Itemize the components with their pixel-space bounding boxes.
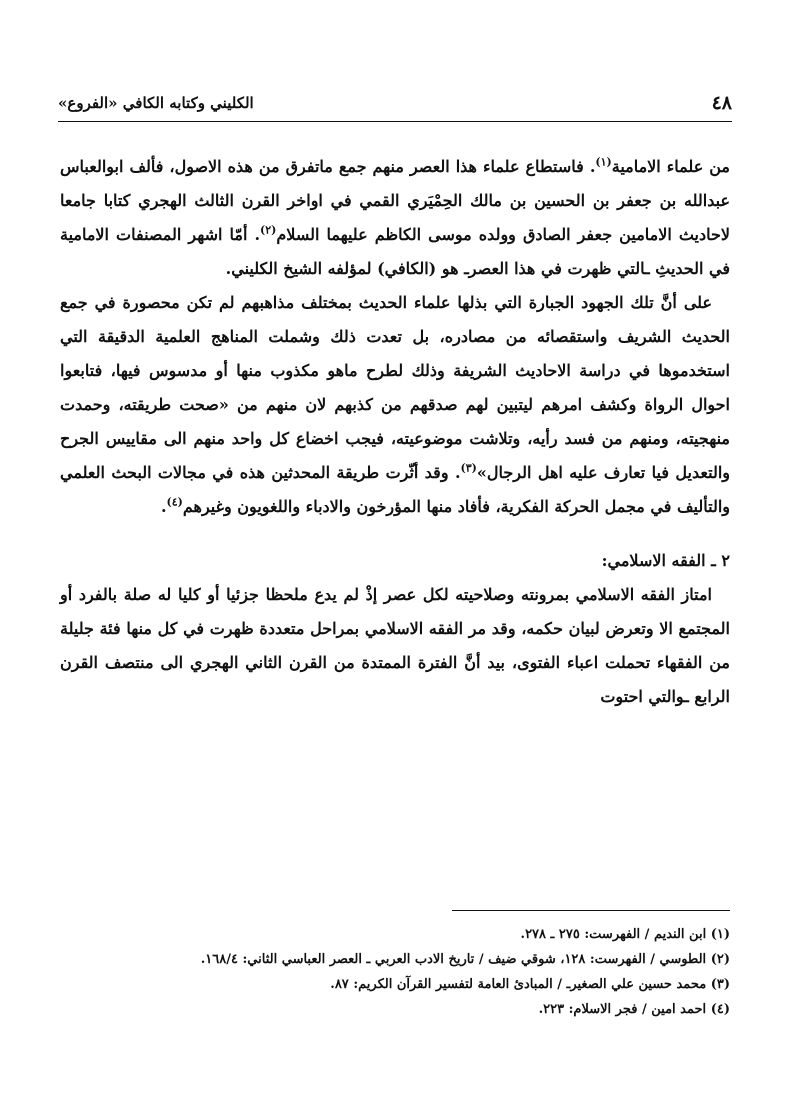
footnote-3: (٣) محمد حسين علي الصغيرـ / المبادئ العامة لتفسير القرآن الكريم: ٨٧.: [330, 977, 730, 992]
paragraph-1-text-b: . فاستطاع علماء هذا العصر منهم جمع ماتفرق من هذه الاصول، فألف ابوالعباس عبدالله بن جعفر بن الحسين بن مالك الحِمْيَري القمي في اواخر القرن الثالث الهجري كتابا جامعا لاحاديث الامامين جعفر الصادق وولده موسى الكاظم عليهما السلام: [60, 157, 731, 244]
paragraph-2-text-a: على أنَّ تلك الجهود الجبارة التي بذلها علماء الحديث بمختلف مذاهبهم لم تكن محصورة في جمع الحديث الشريف واستقصائه من مصادره، بل تعدت ذلك وشملت المناهج العلمية الدقيقة التي استخدموها في دراسة الاحاديث الشريفة وذلك لطرح ماهو مكذوب منها أو مدسوس فيها، فتابعوا احوال الرواة وكشف امرهم ليتبين لهم صدقهم من كذبهم لان منهم من «صحت طريقته، وحمدت منهجيته، ومنهم من فسد رأيه، وتلاشت موضوعيته، فيجب اخضاع كل واحد منهم الى مقاييس الجرح والتعديل فيا تعارف عليه اهل الرجال»: [60, 293, 730, 482]
running-head: [58, 88, 732, 118]
footnote-rule: [452, 910, 730, 911]
paragraph-1: [60, 150, 730, 286]
footnote-ref-3: (٣): [460, 461, 477, 475]
footnote-ref-4: (٤): [166, 495, 183, 509]
footnote-1: (١) ابن النديم / الفهرست: ٢٧٥ ـ ٢٧٨.: [520, 927, 730, 942]
footnote-4: (٤) احمد امين / فجر الاسلام: ٢٢٣.: [538, 1002, 730, 1017]
footnote-ref-1: (١): [595, 155, 612, 169]
footnote-ref-2: (٢): [260, 223, 277, 237]
footnote-2: (٢) الطوسي / الفهرست: ١٢٨، شوقي ضيف / تاريخ الادب العربي ـ العصر العباسي الثاني: ١٦٨/٤.: [200, 952, 730, 967]
paragraph-1-text-a: من علماء الامامية: [611, 157, 731, 176]
paragraph-2-text-c: .: [160, 497, 167, 516]
body-text: [60, 150, 730, 714]
running-title: الكليني وكتابه الكافي «الفروع»: [58, 94, 254, 112]
page-number: ٤٨: [711, 92, 732, 114]
paragraph-1-text-c: . أمّا اشهر المصنفات الامامية في الحديثِ ـالتي ظهرت في هذا العصرـ هو (الكافي) لمؤلفه الشيخ الكليني.: [60, 225, 730, 278]
paragraph-2: [60, 286, 730, 524]
paragraph-3: امتاز الفقه الاسلامي بمرونته وصلاحيته لكل عصر إذْ لم يدع ملحظا جزئيا أو كليا له صلة بالفرد أو المجتمع الا وتعرض لبيان حكمه، وقد مر الفقه الاسلامي بمراحل متعددة ظهرت في كل منها فئة جليلة من الفقهاء تحملت اعباء الفتوى، بيد أنَّ الفترة الممتدة من القرن الثاني الهجري الى منتصف القرن الرابع ـوالتي احتوت: [60, 585, 730, 706]
section-heading: ٢ ـ الفقه الاسلامي:: [601, 551, 730, 570]
footnotes: [60, 922, 730, 1022]
paragraph-2-text-b: . وقد أثّرت طريقة المحدثين هذه في مجالات البحث العلمي والتأليف في مجمل الحركة الفكرية، فأفاد منها المؤرخون والادباء واللغويون وغيرهم: [60, 463, 730, 516]
header-rule: [58, 121, 732, 122]
